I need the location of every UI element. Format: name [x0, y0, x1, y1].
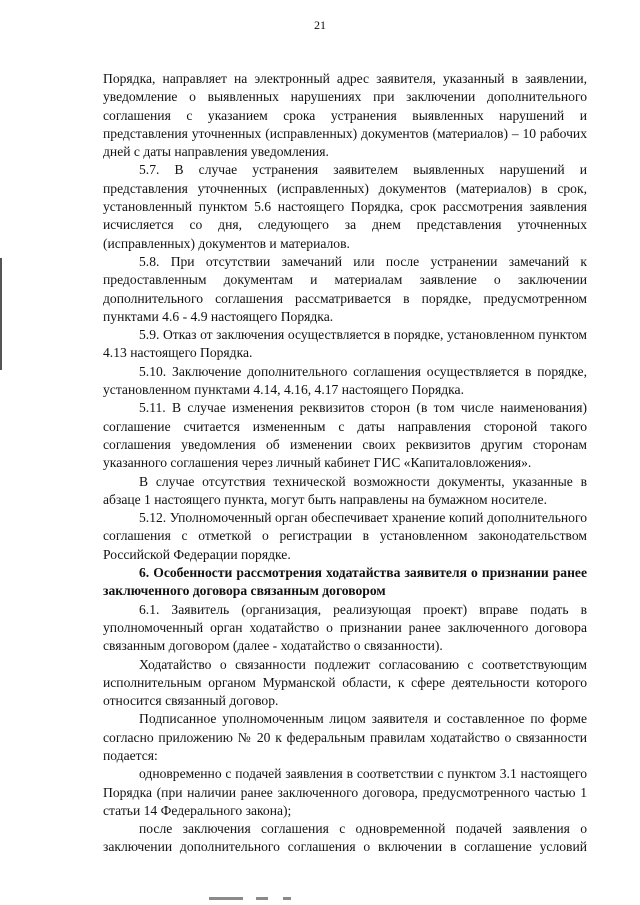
paragraph-6-1-option-1: одновременно с подачей заявления в соответствии с пунктом 3.1 настоящего Порядка (при наличии ранее заключенного договора, предусмотренного частью 1 статьи 14 Федерального закона);: [103, 766, 587, 818]
paragraph-6-1-option-2: после заключения соглашения с одновременной подачей заявления о заключении дополнительного соглашения о включении в соглашение условий: [103, 821, 587, 855]
paragraph-6-1: 6.1. Заявитель (организация, реализующая проект) вправе подать в уполномоченный орган ходатайство о признании ранее заключенного договора связанным договором (далее - ходатайство о связанности).: [103, 601, 587, 654]
paragraph-5-11: 5.11. В случае изменения реквизитов сторон (в том числе наименования) соглашение считается измененным с даты направления стороной такого соглашения уведомления об изменении своих реквизитов другим сторонам указанного соглашения через личный кабинет ГИС «Капиталовложения».: [103, 400, 587, 471]
paragraph-5-10: 5.10. Заключение дополнительного соглашения осуществляется в порядке, установленном пунктами 4.14, 4.16, 4.17 настоящего Порядка.: [103, 363, 587, 398]
scan-footer-mark: [283, 897, 291, 900]
paragraph-6-1-approval: Ходатайство о связанности подлежит согласованию с соответствующим исполнительным органом Мурманской области, к сфере деятельности которого относится связанный договор.: [103, 656, 587, 709]
scan-edge-mark: [0, 258, 2, 370]
paragraph-5-11-note: В случае отсутствия технической возможности документы, указанные в абзаце 1 настоящего пункта, могут быть направлены на бумажном носителе.: [103, 473, 587, 507]
document-body: [103, 70, 587, 857]
section-6-heading: 6. Особенности рассмотрения ходатайства заявителя о признании ранее заключенного договора связанным договором: [103, 565, 587, 599]
paragraph-5-7: 5.7. В случае устранения заявителем выявленных нарушений и представления уточненных (исправленных) документов (материалов) в срок, установленный пунктом 5.6 настоящего Порядка, срок рассмотрения заявления исчисляется со дня, следующего за днем представления уточненных (исправленных) документов и материалов.: [103, 162, 587, 251]
scan-footer-mark: [256, 897, 268, 900]
paragraph-continuation: Порядка, направляет на электронный адрес заявителя, указанный в заявлении, уведомление о выявленных нарушениях при заключении дополнительного соглашения с указанием срока устранения выявленных нарушений и представления уточненных (исправленных) документов (материалов) – 10 рабочих дней с даты направления уведомления.: [103, 71, 587, 160]
paragraph-5-12: 5.12. Уполномоченный орган обеспечивает хранение копий дополнительного соглашения с отметкой о регистрации в установленном законодательством Российской Федерации порядке.: [103, 510, 587, 562]
paragraph-6-1-form: Подписанное уполномоченным лицом заявителя и составленное по форме согласно приложению № 20 к федеральным правилам ходатайство о связанности подается:: [103, 711, 587, 763]
paragraph-5-9: 5.9. Отказ от заключения осуществляется в порядке, установленном пунктом 4.13 настоящего Порядка.: [103, 327, 587, 361]
page-number: 21: [314, 18, 326, 32]
paragraph-5-8: 5.8. При отсутствии замечаний или после устранении замечаний к предоставленным документам и материалам заявление о заключении дополнительного соглашения рассматривается в порядке, предусмотренном пунктами 4.6 - 4.9 настоящего Порядка.: [103, 253, 587, 324]
scan-footer-mark: [209, 897, 243, 900]
